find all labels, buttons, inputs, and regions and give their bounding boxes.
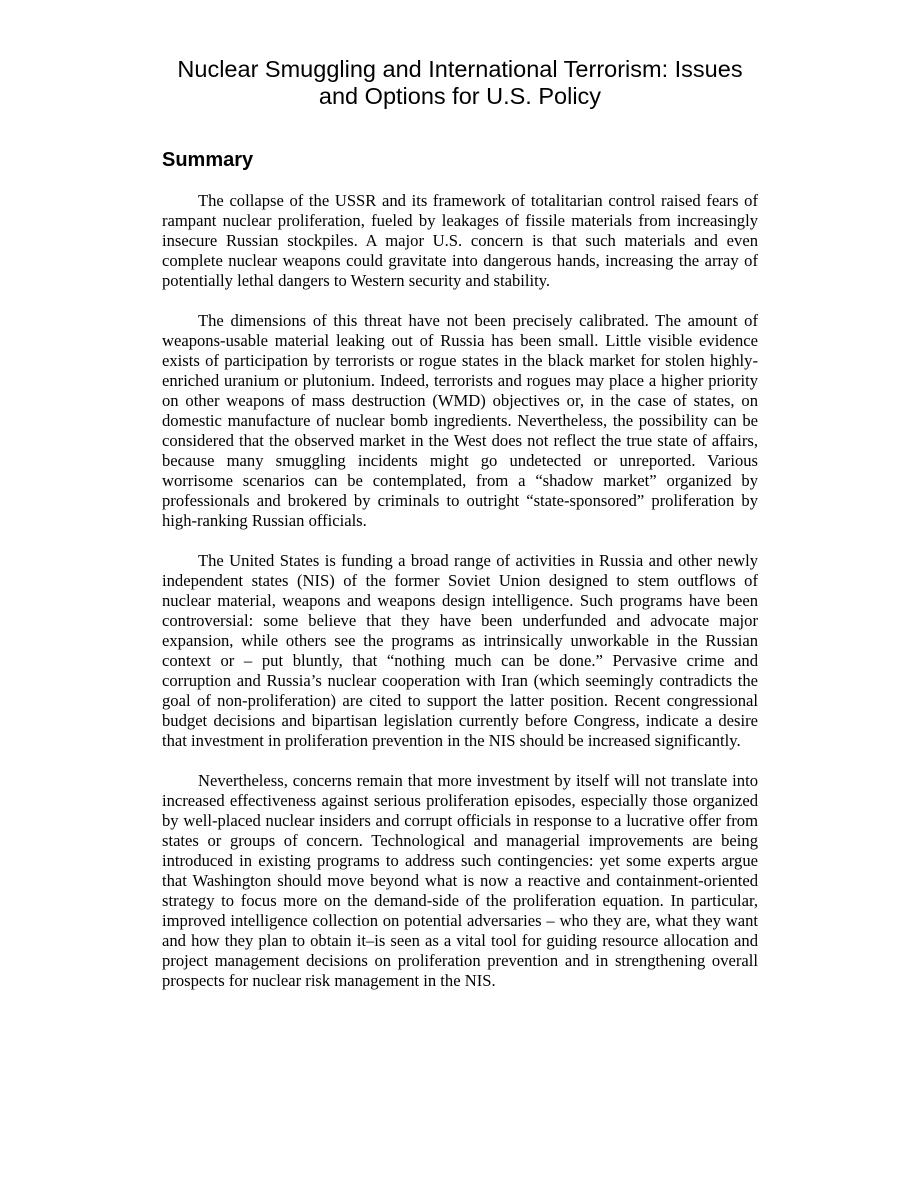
document-title xyxy=(162,56,758,110)
document-title-line-1: Nuclear Smuggling and International Terrorism: Issues xyxy=(177,56,743,82)
paragraph-4: Nevertheless, concerns remain that more investment by itself will not translate into increased effectiveness against serious proliferation episodes, especially those organized by well-placed nuclear insiders and corrupt officials in response to a lucrative offer from states or groups of concern. Technological and managerial improvements are being introduced in existing programs to address such contingencies: yet some experts argue that Washington should move beyond what is now a reactive and containment-oriented strategy to focus more on the demand-side of the proliferation equation. In particular, improved intelligence collection on potential adversaries – who they are, what they want and how they plan to obtain it–is seen as a vital tool for guiding resource allocation and project management decisions on proliferation prevention and in strengthening overall prospects for nuclear risk management in the NIS. xyxy=(162,771,758,990)
section-heading-summary: Summary xyxy=(162,149,254,171)
paragraph-1: The collapse of the USSR and its framework of totalitarian control raised fears of rampant nuclear proliferation, fueled by leakages of fissile materials from increasingly insecure Russian stockpiles. A major U.S. concern is that such materials and even complete nuclear weapons could gravitate into dangerous hands, increasing the array of potentially lethal dangers to Western security and stability. xyxy=(162,191,758,290)
document-page xyxy=(162,56,758,1011)
paragraph-3: The United States is funding a broad range of activities in Russia and other newly independent states (NIS) of the former Soviet Union designed to stem outflows of nuclear material, weapons and weapons design intelligence. Such programs have been controversial: some believe that they have been underfunded and advocate major expansion, while others see the programs as intrinsically unworkable in the Russian context or – put bluntly, that “nothing much can be done.” Pervasive crime and corruption and Russia’s nuclear cooperation with Iran (which seemingly contradicts the goal of non-proliferation) are cited to support the latter position. Recent congressional budget decisions and bipartisan legislation currently before Congress, indicate a desire that investment in proliferation prevention in the NIS should be increased significantly. xyxy=(162,551,758,750)
paragraph-2: The dimensions of this threat have not been precisely calibrated. The amount of weapons-usable material leaking out of Russia has been small. Little visible evidence exists of participation by terrorists or rogue states in the black market for stolen highly-enriched uranium or plutonium. Indeed, terrorists and rogues may place a higher priority on other weapons of mass destruction (WMD) objectives or, in the case of states, on domestic manufacture of nuclear bomb ingredients. Nevertheless, the possibility can be considered that the observed market in the West does not reflect the true state of affairs, because many smuggling incidents might go undetected or unreported. Various worrisome scenarios can be contemplated, from a “shadow market” organized by professionals and brokered by criminals to outright “state-sponsored” proliferation by high-ranking Russian officials. xyxy=(162,311,758,530)
document-title-line-2: and Options for U.S. Policy xyxy=(318,83,602,109)
summary-body xyxy=(162,191,758,991)
